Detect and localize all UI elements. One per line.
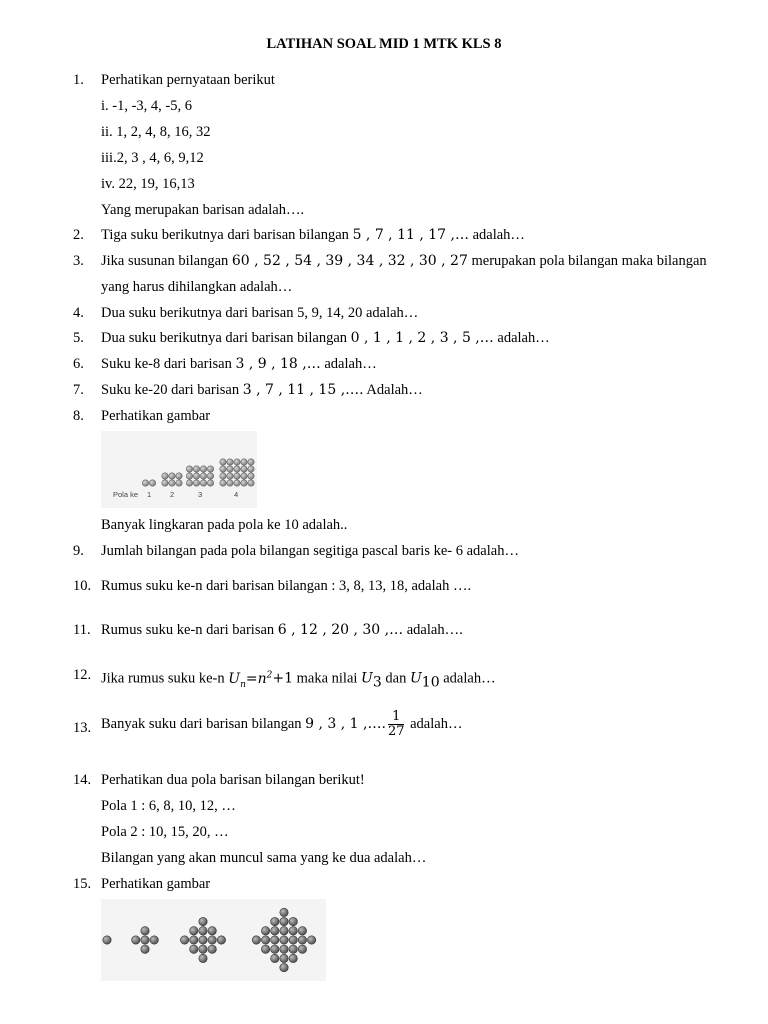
- statement-iii: iii.2, 3 , 4, 6, 9,12: [101, 150, 204, 166]
- pattern-circle: [208, 927, 216, 935]
- question-number: 12.: [73, 667, 92, 683]
- pattern-circle: [280, 963, 288, 971]
- pattern-circle: [200, 473, 206, 479]
- question-number: 13.: [73, 720, 92, 736]
- diamond-pattern-figure: [101, 899, 326, 981]
- pattern-circle: [261, 936, 269, 944]
- pattern-circle: [199, 927, 207, 935]
- pattern-circle: [190, 936, 198, 944]
- question-text-end: merupakan pola bilangan maka bilangan: [467, 253, 707, 269]
- question-number: 6.: [73, 356, 84, 372]
- question-text: Perhatikan gambar: [101, 876, 211, 892]
- question-text: Tiga suku berikutnya dari barisan bilangan: [101, 227, 353, 243]
- question-number: 2.: [73, 227, 84, 243]
- question-number: 3.: [73, 253, 84, 269]
- pattern-circle: [162, 473, 168, 479]
- pattern-circle: [227, 466, 233, 472]
- figure-label: Pola ke: [113, 490, 139, 499]
- pattern-circle: [248, 459, 254, 465]
- diamond-pattern-drawing: [101, 899, 326, 981]
- question-text: Perhatikan pernyataan berikut: [101, 72, 275, 88]
- pattern-circle: [149, 480, 155, 486]
- pattern-circle: [261, 945, 269, 953]
- pattern-circle: [271, 917, 279, 925]
- statement-ii: ii. 1, 2, 4, 8, 16, 32: [101, 124, 211, 140]
- question-text: Suku ke-20 dari barisan: [101, 382, 243, 398]
- fraction: [388, 710, 405, 739]
- question-number: 5.: [73, 330, 84, 346]
- question-tail: Yang merupakan barisan adalah….: [101, 202, 305, 218]
- pattern-circle: [234, 473, 240, 479]
- fraction-denominator: 27: [387, 724, 405, 739]
- question-text: Banyak suku dari barisan bilangan: [101, 715, 306, 732]
- pattern-circle: [103, 936, 111, 944]
- question-tail: Banyak lingkaran pada pola ke 10 adalah..: [101, 517, 348, 533]
- question-3-line2: yang harus dihilangkan adalah…: [101, 279, 293, 295]
- pattern-circle: [220, 459, 226, 465]
- pattern-circle: [271, 936, 279, 944]
- question-number: 9.: [73, 543, 84, 559]
- pattern-circle: [199, 936, 207, 944]
- pattern-circle: [141, 945, 149, 953]
- question-text-end: Adalah…: [363, 382, 423, 398]
- question-text: Perhatikan gambar: [101, 408, 211, 424]
- pattern-circle: [280, 936, 288, 944]
- formula-power: 2: [266, 670, 273, 680]
- figure-number-3: 3: [198, 490, 203, 499]
- question-text: Jika susunan bilangan: [101, 253, 232, 269]
- pattern-circle: [217, 936, 225, 944]
- figure-number-2: 2: [170, 490, 175, 499]
- pattern-circle: [234, 466, 240, 472]
- figure-number-4: 4: [234, 490, 239, 499]
- pattern-circle: [208, 945, 216, 953]
- pattern-circle: [169, 480, 175, 486]
- question-number: 15.: [73, 876, 92, 892]
- pattern-circle: [200, 466, 206, 472]
- pattern-circle: [176, 480, 182, 486]
- pattern-circle: [248, 466, 254, 472]
- question-text-end: adalah…: [320, 356, 377, 372]
- question-text-end: adalah…: [439, 670, 496, 687]
- pattern-circle: [252, 936, 260, 944]
- pattern-circle: [241, 466, 247, 472]
- formula-eq: =n: [245, 670, 267, 687]
- pattern-circle: [271, 945, 279, 953]
- pattern-circle: [169, 473, 175, 479]
- question-text: Rumus suku ke-n dari barisan: [101, 622, 278, 638]
- sequence: 60 , 52 , 54 , 39 , 34 , 32 , 30 , 27: [231, 253, 468, 269]
- question-text: Rumus suku ke-n dari barisan bilangan : 3, 8, 13, 18, adalah ….: [101, 578, 472, 594]
- formula-u: U: [228, 670, 241, 687]
- question-number: 7.: [73, 382, 84, 398]
- question-text-mid: maka nilai: [293, 670, 362, 687]
- formula-plus: +1: [272, 670, 293, 687]
- statement-i: i. -1, -3, 4, -5, 6: [101, 98, 193, 114]
- question-number: 1.: [73, 72, 84, 88]
- pattern-circle: [271, 927, 279, 935]
- sequence: 3 , 9 , 18 ,…: [235, 356, 321, 372]
- pattern-circle: [289, 917, 297, 925]
- question-text-end: adalah…: [493, 330, 550, 346]
- pattern-circle: [208, 936, 216, 944]
- pattern-circle: [298, 945, 306, 953]
- term-u3: U: [361, 670, 373, 687]
- pattern-circle: [248, 480, 254, 486]
- question-text: Dua suku berikutnya dari barisan 5, 9, 14, 20 adalah…: [101, 305, 419, 321]
- pattern-circle: [193, 473, 199, 479]
- term-u10-subscript: 10: [421, 674, 440, 691]
- question-tail: Bilangan yang akan muncul sama yang ke dua adalah…: [101, 850, 427, 866]
- question-13: [0, 710, 768, 744]
- pattern-circle: [141, 927, 149, 935]
- pattern-circle: [234, 480, 240, 486]
- pattern-circle: [207, 480, 213, 486]
- pattern-circle: [227, 459, 233, 465]
- pattern-circle: [186, 466, 192, 472]
- pattern-circle: [186, 480, 192, 486]
- question-number: 8.: [73, 408, 84, 424]
- question-text-end: adalah…: [406, 715, 463, 732]
- sequence: 3 , 7 , 11 , 15 ,….: [242, 382, 364, 398]
- pattern-circle: [289, 945, 297, 953]
- pattern-circle: [289, 954, 297, 962]
- pattern-circle: [220, 473, 226, 479]
- pattern-circle: [207, 466, 213, 472]
- pattern-circle: [289, 927, 297, 935]
- pattern-circle: [193, 466, 199, 472]
- sequence: 0 , 1 , 1 , 2 , 3 , 5 ,…: [350, 330, 494, 346]
- pattern-circle: [207, 473, 213, 479]
- pattern-circle: [141, 936, 149, 944]
- pattern-circle: [241, 473, 247, 479]
- pattern-circle: [289, 936, 297, 944]
- pattern-circle: [176, 473, 182, 479]
- figure-number-1: 1: [147, 490, 152, 499]
- pattern-circle: [261, 927, 269, 935]
- pattern-circle: [190, 945, 198, 953]
- question-number: 11.: [73, 622, 91, 638]
- question-text: Perhatikan dua pola barisan bilangan berikut!: [101, 772, 365, 788]
- pattern-circle: [200, 480, 206, 486]
- pattern-circle: [162, 480, 168, 486]
- pattern-circle: [280, 954, 288, 962]
- sequence: 5 , 7 , 11 , 17 ,…: [352, 227, 469, 243]
- pattern-circle: [280, 917, 288, 925]
- pattern-circle: [280, 908, 288, 916]
- question-text-and: dan: [381, 670, 410, 687]
- pattern-circle: [227, 480, 233, 486]
- fraction-numerator: 1: [392, 709, 401, 724]
- pattern-circle: [220, 480, 226, 486]
- term-u10: U: [409, 670, 422, 687]
- pattern-circle: [199, 945, 207, 953]
- sequence: 6 , 12 , 20 , 30 ,…: [277, 622, 404, 638]
- pattern-1: Pola 1 : 6, 8, 10, 12, …: [101, 798, 236, 814]
- formula-n-subscript: n: [240, 679, 246, 690]
- question-text: Dua suku berikutnya dari barisan bilangan: [101, 330, 351, 346]
- pattern-circle: [186, 473, 192, 479]
- pattern-circle: [307, 936, 315, 944]
- page-title: LATIHAN SOAL MID 1 MTK KLS 8: [266, 36, 502, 52]
- pattern-circle: [199, 917, 207, 925]
- question-number: 14.: [73, 772, 92, 788]
- pattern-circle: [199, 954, 207, 962]
- question-number: 10.: [73, 578, 92, 594]
- circle-pattern-drawing: [101, 431, 257, 508]
- question-text-end: adalah…: [468, 227, 525, 243]
- pattern-circle: [180, 936, 188, 944]
- pattern-circle: [280, 927, 288, 935]
- question-number: 4.: [73, 305, 84, 321]
- term-u3-subscript: 3: [372, 674, 382, 691]
- pattern-circle: [298, 936, 306, 944]
- pattern-circle: [190, 927, 198, 935]
- statement-iv: iv. 22, 19, 16,13: [101, 176, 195, 192]
- pattern-circle: [150, 936, 158, 944]
- question-text: Jumlah bilangan pada pola bilangan segitiga pascal baris ke- 6 adalah…: [101, 543, 519, 559]
- question-text: Suku ke-8 dari barisan: [101, 356, 236, 372]
- question-text: Jika rumus suku ke-n: [101, 670, 229, 687]
- pattern-circle: [241, 480, 247, 486]
- pattern-circle: [298, 927, 306, 935]
- pattern-2: Pola 2 : 10, 15, 20, …: [101, 824, 229, 840]
- pattern-circle: [234, 459, 240, 465]
- pattern-circle: [248, 473, 254, 479]
- pattern-circle: [271, 954, 279, 962]
- pattern-circle: [193, 480, 199, 486]
- question-text-end: adalah….: [403, 622, 463, 638]
- pattern-circle: [132, 936, 140, 944]
- pattern-circle: [220, 466, 226, 472]
- pattern-circle: [227, 473, 233, 479]
- sequence: 9 , 3 , 1 ,….: [305, 715, 386, 732]
- circle-pattern-figure: [101, 431, 257, 508]
- pattern-circle: [241, 459, 247, 465]
- pattern-circle: [142, 480, 148, 486]
- pattern-circle: [280, 945, 288, 953]
